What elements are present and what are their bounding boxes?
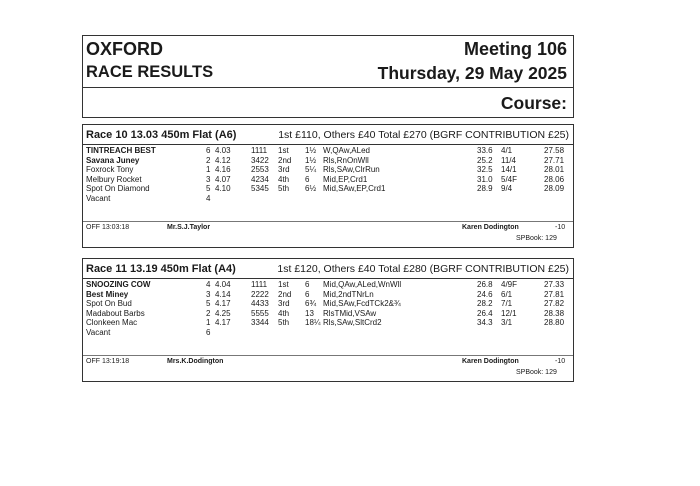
judge: Karen Dodington — [462, 224, 519, 231]
sectionals: 5555 — [251, 308, 269, 318]
runner-row — [83, 280, 573, 290]
runner-row — [83, 194, 573, 204]
position: 2nd — [278, 289, 292, 299]
calc-time: 28.09 — [544, 184, 565, 193]
weight: 24.6 — [477, 289, 493, 299]
dog-name: Vacant — [86, 193, 111, 203]
distance: 1½ — [305, 146, 317, 155]
race-card — [82, 258, 574, 382]
split-time: 4.03 — [215, 146, 231, 155]
course-box — [82, 87, 574, 118]
split-time: 4.17 — [215, 318, 231, 327]
split-time: 4.14 — [215, 289, 231, 299]
course-label: Course: — [500, 93, 567, 113]
dog-name: Melbury Rocket — [86, 174, 142, 184]
trap: 5 — [206, 299, 211, 308]
comment: Mid,EP,Crd1 — [323, 174, 368, 184]
sectionals: 4234 — [251, 174, 269, 184]
split-time: 4.25 — [215, 308, 231, 318]
dog-name: Spot On Bud — [86, 299, 132, 308]
meeting-number: Meeting 106 — [463, 39, 567, 59]
distance: 6¾ — [305, 299, 317, 308]
trap: 4 — [206, 280, 211, 289]
dog-name: Best Miney — [86, 289, 129, 299]
dog-name: Spot On Diamond — [86, 184, 150, 193]
divider — [83, 221, 573, 222]
comment: Mid,2ndTNrLn — [323, 289, 374, 299]
distance: 1½ — [305, 155, 317, 165]
starting-price: 3/1 — [501, 318, 513, 327]
runner-row — [83, 146, 573, 156]
distance: 6½ — [305, 184, 317, 193]
position: 1st — [278, 146, 289, 155]
dog-name: Madabout Barbs — [86, 308, 145, 318]
distance: 18¼ — [305, 318, 321, 327]
starting-price: 14/1 — [501, 165, 517, 174]
going: -10 — [555, 358, 566, 365]
calc-time: 28.38 — [544, 308, 565, 318]
split-time: 4.17 — [215, 299, 231, 308]
split-time: 4.10 — [215, 184, 231, 193]
sectionals: 1111 — [251, 280, 268, 289]
starting-price: 4/9F — [501, 280, 518, 289]
dog-name: TINTREACH BEST — [86, 146, 156, 155]
dog-name: Savana Juney — [86, 155, 140, 165]
starting-price: 5/4F — [501, 174, 518, 184]
distance: 13 — [305, 308, 314, 318]
sp-book: SPBook: 129 — [516, 235, 557, 242]
dog-name: SNOOZING COW — [86, 280, 151, 289]
sectionals: 3344 — [251, 318, 269, 327]
runner-row — [83, 328, 573, 338]
comment: W,QAw,ALed — [323, 146, 370, 155]
distance: 5¼ — [305, 165, 317, 174]
calc-time: 28.01 — [544, 165, 565, 174]
sectionals: 2553 — [251, 165, 269, 174]
steward: Mr.S.J.Taylor — [167, 224, 211, 231]
weight: 28.2 — [477, 299, 493, 308]
trap: 6 — [206, 327, 211, 337]
going: -10 — [555, 224, 566, 231]
trap: 4 — [206, 193, 211, 203]
race-title: Race 10 13.03 450m Flat (A6) — [86, 129, 237, 141]
weight: 26.4 — [477, 308, 493, 318]
dog-name: Foxrock Tony — [86, 165, 134, 174]
divider — [83, 355, 573, 356]
trap: 2 — [206, 308, 211, 318]
weight: 26.8 — [477, 280, 493, 289]
position: 4th — [278, 308, 290, 318]
split-time: 4.07 — [215, 174, 231, 184]
dog-name: Clonkeen Mac — [86, 318, 138, 327]
divider — [83, 278, 573, 279]
weight: 32.5 — [477, 165, 493, 174]
results-subtitle: RACE RESULTS — [86, 63, 214, 81]
track-name: OXFORD — [86, 39, 164, 59]
race-prize: 1st £120, Others £40 Total £280 (BGRF CONTRIBUTION £25) — [277, 263, 569, 275]
comment: Rls,SAw,ClrRun — [323, 165, 380, 174]
trap: 5 — [206, 184, 211, 193]
runner-list — [83, 146, 573, 203]
position: 4th — [278, 174, 290, 184]
comment: Rls,RnOnWll — [323, 155, 369, 165]
starting-price: 4/1 — [501, 146, 513, 155]
distance: 6 — [305, 289, 310, 299]
starting-price: 9/4 — [501, 184, 513, 193]
calc-time: 27.71 — [544, 155, 565, 165]
comment: RlsTMid,VSAw — [323, 308, 377, 318]
position: 5th — [278, 318, 290, 327]
split-time: 4.12 — [215, 155, 231, 165]
off-time: OFF 13:19:18 — [86, 358, 130, 365]
comment: Mid,QAw,ALed,WnWll — [323, 280, 402, 289]
weight: 28.9 — [477, 184, 493, 193]
trap: 1 — [206, 318, 211, 327]
sectionals: 3422 — [251, 155, 269, 165]
comment: Rls,SAw,SltCrd2 — [323, 318, 382, 327]
calc-time: 27.82 — [544, 299, 565, 308]
trap: 3 — [206, 289, 211, 299]
runner-row — [83, 290, 573, 300]
race-card — [82, 124, 574, 248]
sectionals: 1111 — [251, 146, 268, 155]
starting-price: 7/1 — [501, 299, 513, 308]
calc-time: 27.81 — [544, 289, 565, 299]
dog-name: Vacant — [86, 327, 111, 337]
runner-row — [83, 175, 573, 185]
starting-price: 11/4 — [501, 155, 516, 165]
starting-price: 6/1 — [501, 289, 513, 299]
position: 5th — [278, 184, 290, 193]
race-prize: 1st £110, Others £40 Total £270 (BGRF CONTRIBUTION £25) — [278, 129, 569, 141]
distance: 6 — [305, 280, 310, 289]
split-time: 4.04 — [215, 280, 231, 289]
trap: 1 — [206, 165, 211, 174]
starting-price: 12/1 — [501, 308, 517, 318]
weight: 31.0 — [477, 174, 493, 184]
calc-time: 28.80 — [544, 318, 565, 327]
sectionals: 2222 — [251, 289, 269, 299]
calc-time: 27.33 — [544, 280, 565, 289]
comment: Mid,SAw,EP,Crd1 — [323, 184, 386, 193]
trap: 6 — [206, 146, 211, 155]
runner-row — [83, 309, 573, 319]
meeting-date: Thursday, 29 May 2025 — [377, 63, 567, 83]
calc-time: 28.06 — [544, 174, 565, 184]
position: 2nd — [278, 155, 292, 165]
runner-list — [83, 280, 573, 337]
judge: Karen Dodington — [462, 358, 519, 365]
off-time: OFF 13:03:18 — [86, 224, 130, 231]
weight: 34.3 — [477, 318, 493, 327]
runner-row — [83, 318, 573, 328]
sectionals: 5345 — [251, 184, 269, 193]
distance: 6 — [305, 174, 310, 184]
sp-book: SPBook: 129 — [516, 369, 557, 376]
steward: Mrs.K.Dodington — [167, 358, 224, 365]
calc-time: 27.58 — [544, 146, 565, 155]
position: 1st — [278, 280, 289, 289]
race-title: Race 11 13.19 450m Flat (A4) — [86, 263, 236, 275]
runner-row — [83, 299, 573, 309]
trap: 3 — [206, 174, 211, 184]
position: 3rd — [278, 165, 290, 174]
runner-row — [83, 165, 573, 175]
split-time: 4.16 — [215, 165, 231, 174]
runner-row — [83, 156, 573, 166]
weight: 33.6 — [477, 146, 493, 155]
weight: 25.2 — [477, 155, 493, 165]
position: 3rd — [278, 299, 290, 308]
meeting-header — [82, 35, 574, 87]
trap: 2 — [206, 155, 211, 165]
runner-row — [83, 184, 573, 194]
comment: Mid,SAw,FcdTCk2&¾ — [323, 299, 401, 308]
sectionals: 4433 — [251, 299, 269, 308]
divider — [83, 144, 573, 145]
